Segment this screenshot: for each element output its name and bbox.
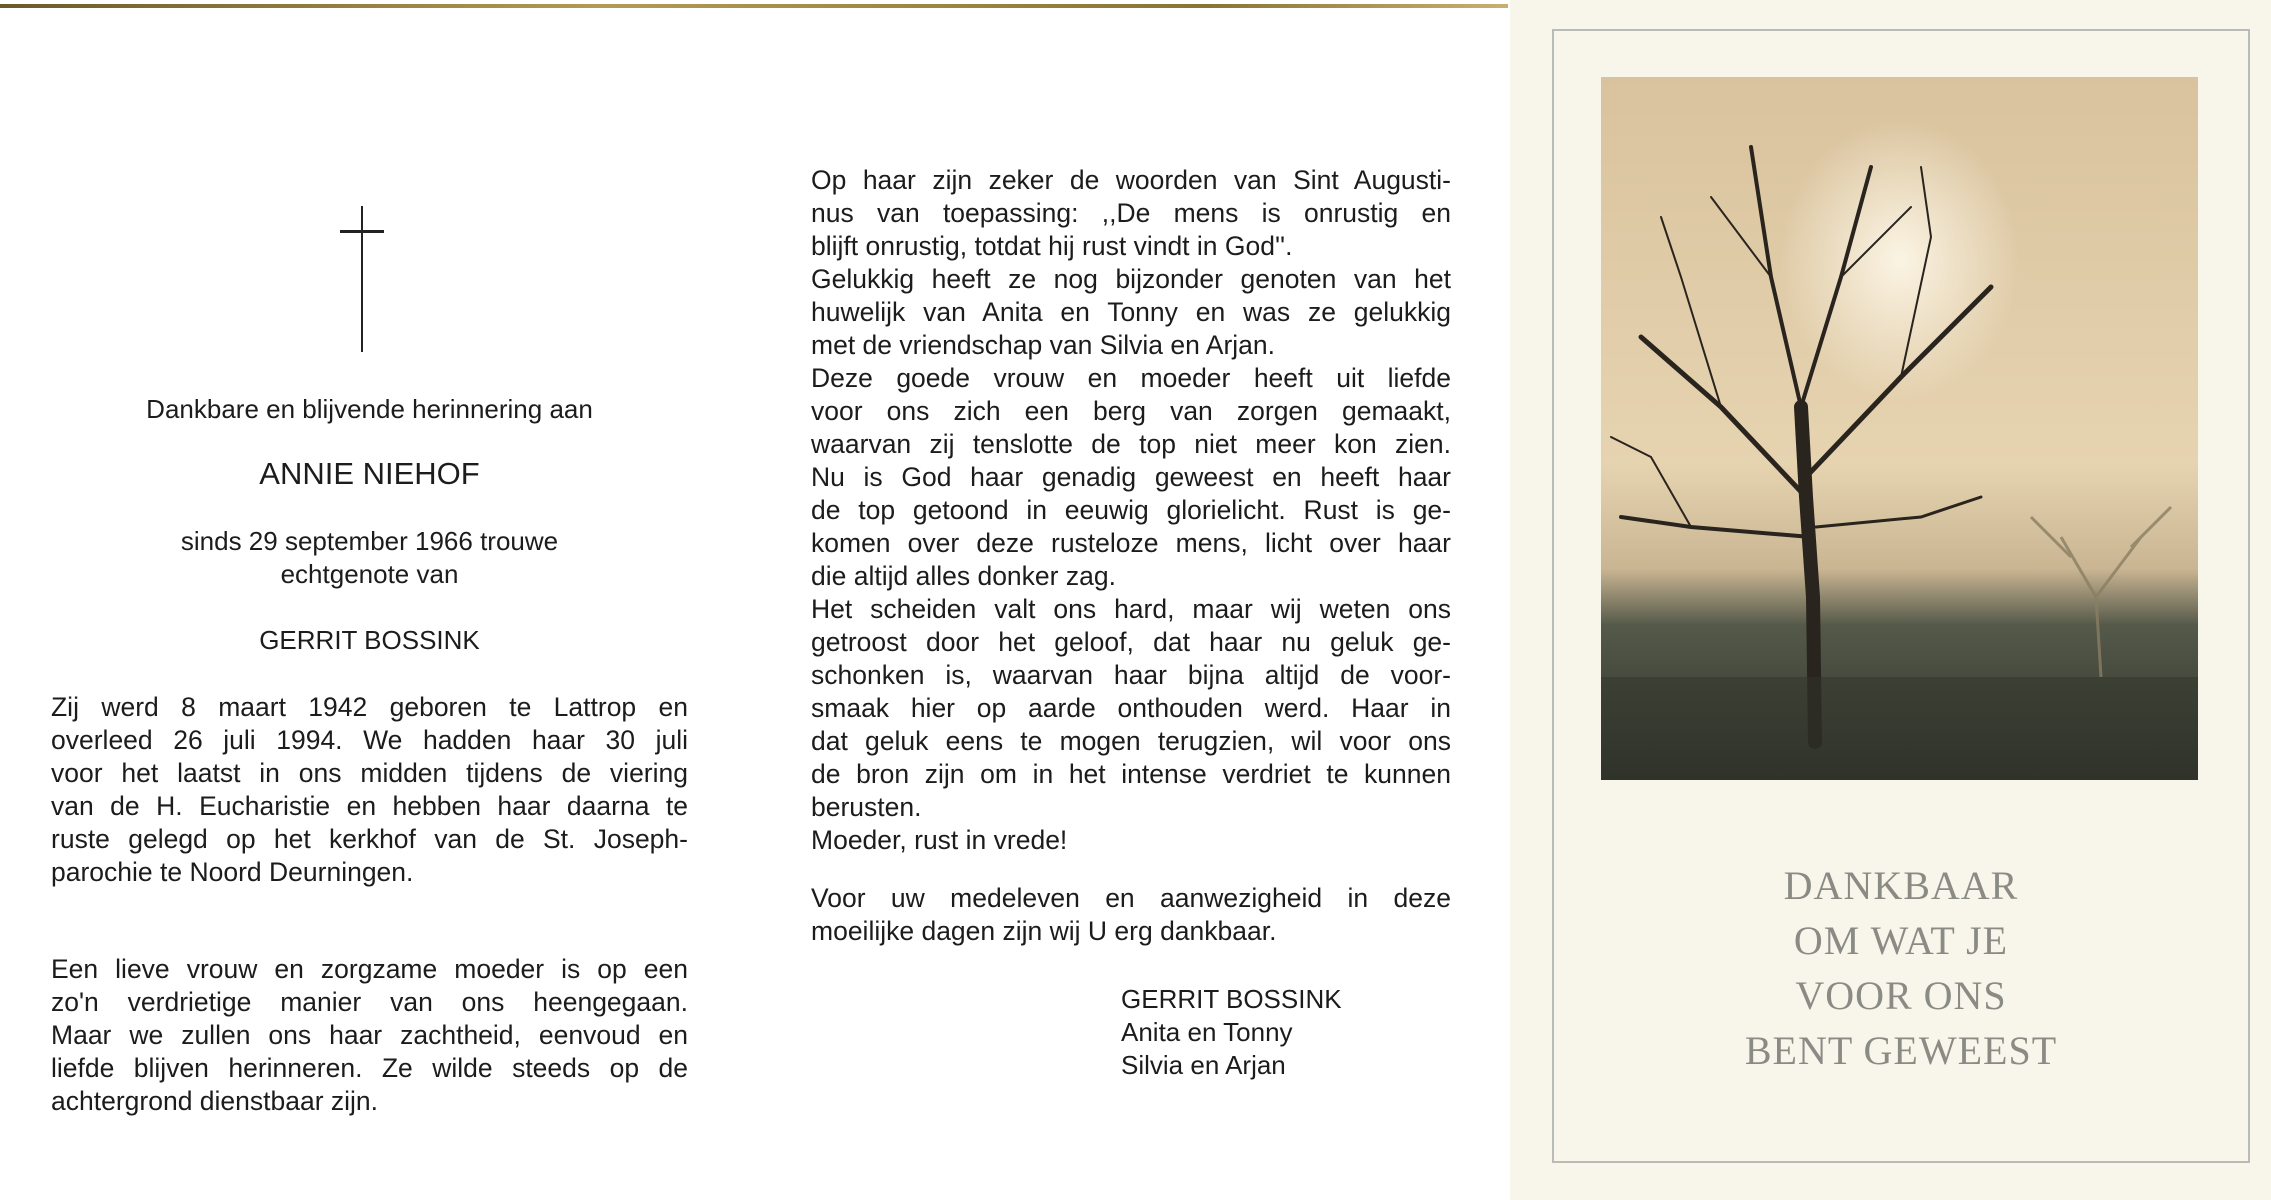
- text-line: de top getoond in eeuwig glorielicht. Rust is ge-: [811, 495, 1451, 525]
- motto-line: OM WAT JE: [1793, 918, 2009, 963]
- text-line: getroost door het geloof, dat haar nu geluk ge-: [811, 627, 1451, 657]
- text-line: waarvan zij tenslotte de top niet meer kon zien.: [811, 429, 1451, 459]
- motto-line: DANKBAAR: [1783, 863, 2019, 908]
- thanks-paragraph: [811, 882, 1451, 948]
- marriage-line-1: sinds 29 september 1966 trouwe: [180, 526, 559, 556]
- text-line: parochie te Noord Deurningen.: [51, 857, 414, 887]
- signatures: [1121, 983, 1342, 1082]
- marriage-line-2: echtgenote van: [280, 559, 459, 589]
- text-line: achtergrond dienstbaar zijn.: [51, 1086, 379, 1116]
- text-line: Gelukkig heeft ze nog bijzonder genoten van het: [811, 264, 1451, 294]
- intro-text: Dankbare en blijvende herinnering aan: [146, 394, 593, 424]
- text-line: liefde blijven herinneren. Ze wilde steeds op de: [51, 1053, 688, 1083]
- text-line: smaak hier op aarde onthouden werd. Haar in: [811, 693, 1451, 723]
- text-line: met de vriendschap van Silvia en Arjan.: [811, 330, 1276, 360]
- motto-line: BENT GEWEEST: [1744, 1028, 2058, 1073]
- signature-line: Silvia en Arjan: [1121, 1050, 1286, 1080]
- text-line: Nu is God haar genadig geweest en heeft haar: [811, 462, 1451, 492]
- signature-line: Anita en Tonny: [1121, 1017, 1293, 1047]
- cover-motto: [1552, 858, 2250, 1078]
- text-line: voor ons zich een berg van zorgen gemaakt,: [811, 396, 1451, 426]
- text-line: Moeder, rust in vrede!: [811, 825, 1068, 855]
- remembrance-paragraph: [51, 953, 688, 1118]
- text-line: de bron zijn om in het intense verdriet te kunnen: [811, 759, 1451, 789]
- text-line: overleed 26 juli 1994. We hadden haar 30 juli: [51, 725, 688, 755]
- text-line: blijft onrustig, totdat hij rust vindt in God''.: [811, 231, 1293, 261]
- text-line: nus van toepassing: ,,De mens is onrustig en: [811, 198, 1451, 228]
- text-line: van de H. Eucharistie en hebben haar daarna te: [51, 791, 688, 821]
- text-line: komen over deze rusteloze mens, licht over haar: [811, 528, 1451, 558]
- text-line: Op haar zijn zeker de woorden van Sint Augusti-: [811, 165, 1451, 195]
- motto-line: VOOR ONS: [1795, 973, 2007, 1018]
- text-line: berusten.: [811, 792, 922, 822]
- text-line: schonken is, waarvan haar bijna altijd de voor-: [811, 660, 1451, 690]
- text-line: Een lieve vrouw en zorgzame moeder is op een: [51, 954, 688, 984]
- text-line: huwelijk van Anita en Tonny en was ze gelukkig: [811, 297, 1451, 327]
- text-line: Zij werd 8 maart 1942 geboren te Lattrop en: [51, 692, 688, 722]
- text-line: ruste gelegd op het kerkhof van de St. Joseph-: [51, 824, 688, 854]
- tree-photo: [1601, 77, 2198, 780]
- cross-icon: [340, 206, 384, 352]
- text-line: Maar we zullen ons haar zachtheid, eenvoud en: [51, 1020, 688, 1050]
- text-line: Voor uw medeleven en aanwezigheid in deze: [811, 883, 1451, 913]
- memorial-card-cover: [1510, 0, 2271, 1200]
- reflection-paragraph: [811, 164, 1451, 857]
- deceased-name: ANNIE NIEHOF: [259, 456, 480, 491]
- text-line: Deze goede vrouw en moeder heeft uit liefde: [811, 363, 1451, 393]
- text-line: moeilijke dagen zijn wij U erg dankbaar.: [811, 916, 1277, 946]
- text-line: Het scheiden valt ons hard, maar wij weten ons: [811, 594, 1451, 624]
- biography-paragraph: [51, 691, 688, 889]
- text-line: dat geluk eens te mogen terugzien, wil voor ons: [811, 726, 1451, 756]
- text-line: voor het laatst in ons midden tijdens de viering: [51, 758, 688, 788]
- text-line: die altijd alles donker zag.: [811, 561, 1116, 591]
- spouse-name: GERRIT BOSSINK: [259, 625, 480, 655]
- text-line: zo'n verdrietige manier van ons heengegaan.: [51, 987, 688, 1017]
- signature-line: GERRIT BOSSINK: [1121, 984, 1342, 1014]
